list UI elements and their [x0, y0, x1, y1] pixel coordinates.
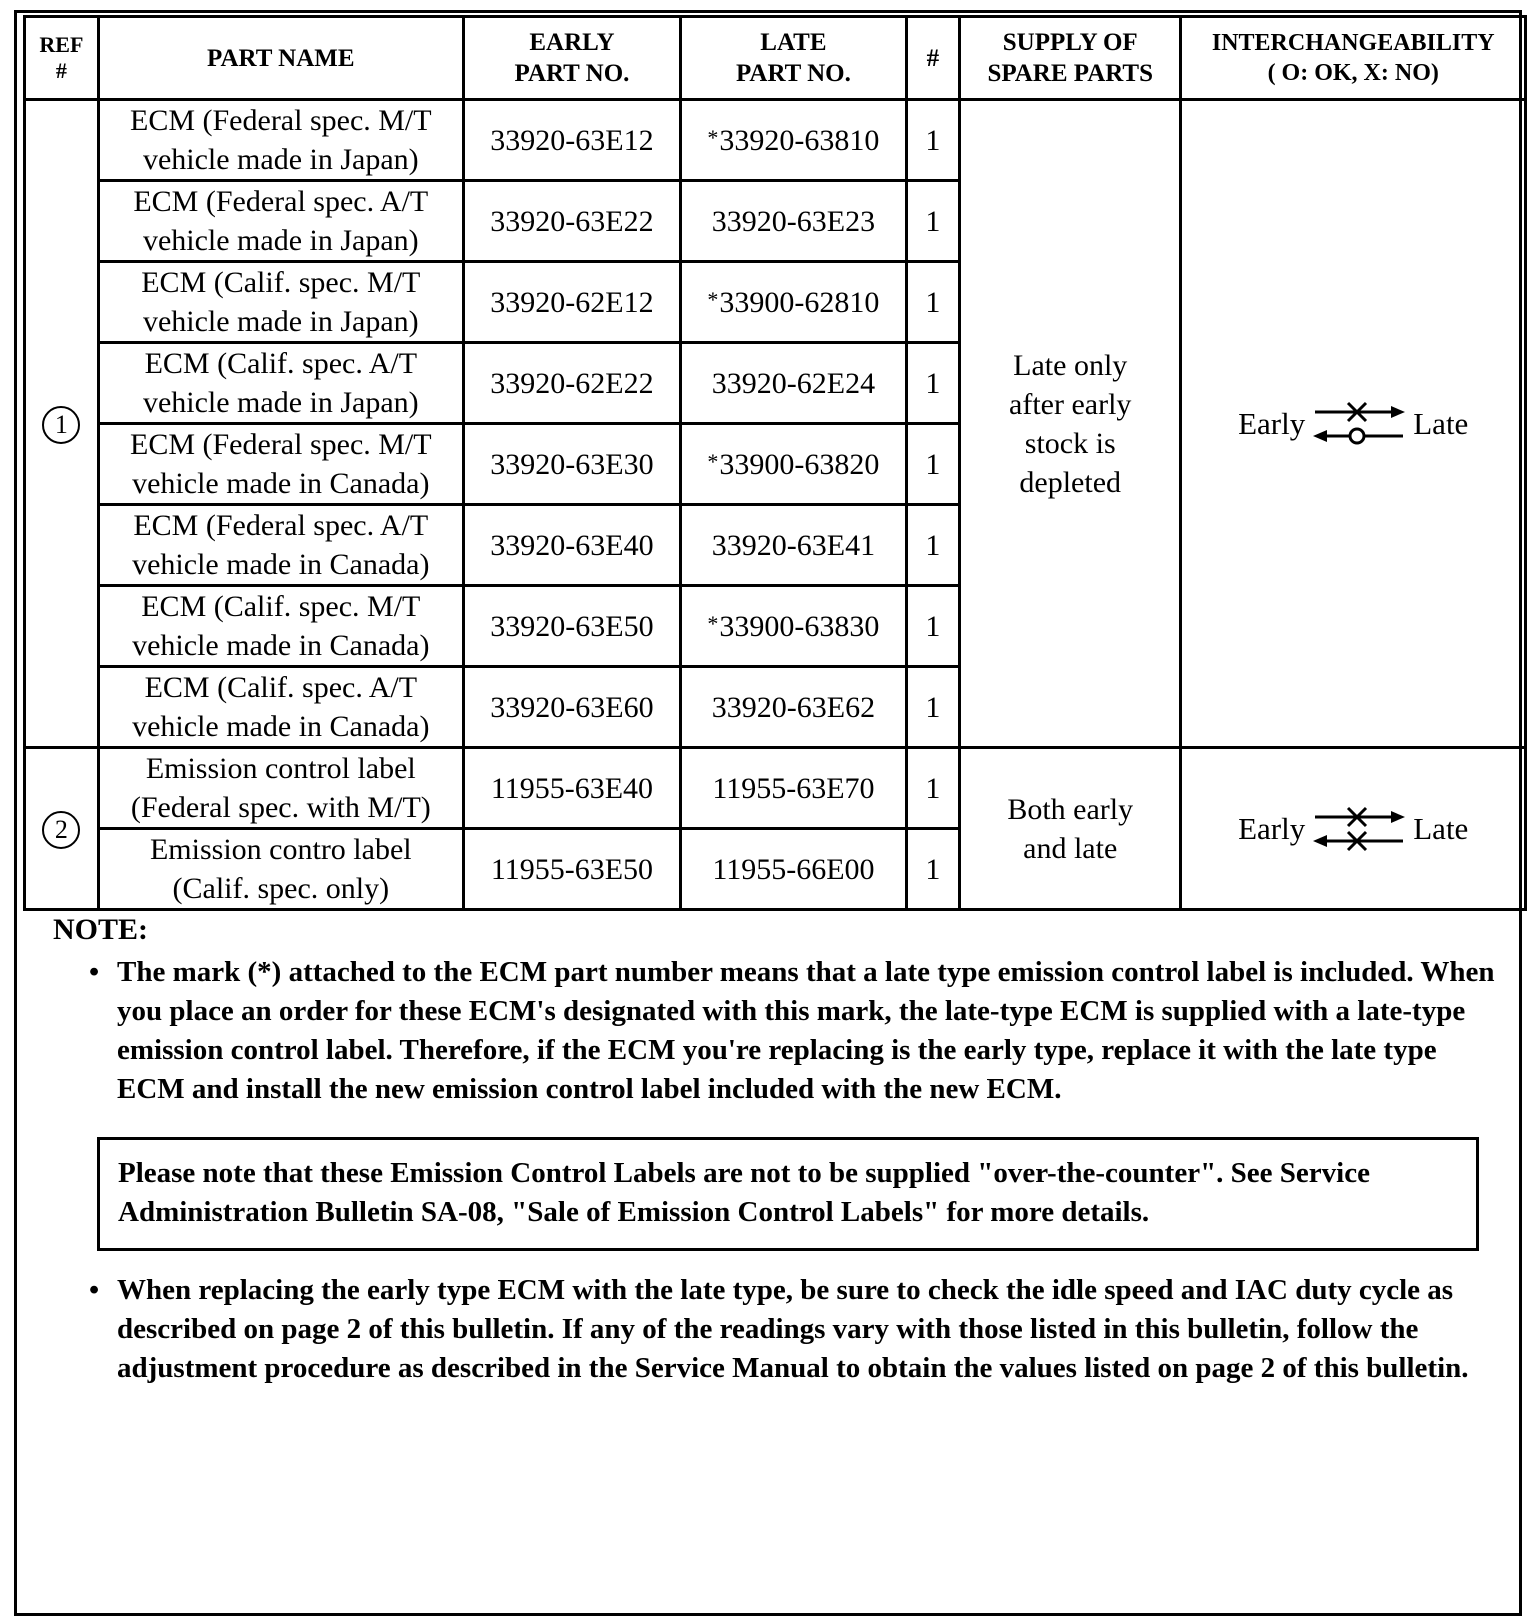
supply-line: Late only: [1013, 348, 1128, 382]
part-name-line: ECM (Calif. spec. A/T: [144, 671, 418, 704]
supply-cell: [960, 748, 1181, 910]
interchange-arrows-icon: [1311, 398, 1407, 450]
label-included-mark: *: [707, 448, 719, 474]
part-name-cell: [98, 667, 463, 748]
header-supply: SUPPLY OF SPARE PARTS: [960, 17, 1181, 100]
quantity-cell: 1: [906, 586, 959, 667]
note-bullet-1: [37, 953, 1507, 1109]
supply-line: after early: [1009, 387, 1132, 421]
quantity-cell: 1: [906, 424, 959, 505]
supply-line: stock is: [1024, 426, 1116, 460]
late-part-no-cell: [681, 829, 907, 910]
part-name-line: vehicle made in Canada): [132, 467, 430, 500]
late-part-no: 33920-63E23: [711, 204, 876, 238]
late-part-no: 33900-62810: [719, 285, 880, 319]
early-part-no-cell: 33920-63E12: [463, 100, 680, 181]
supply-line: and late: [1023, 831, 1118, 865]
late-part-no: 33900-63820: [719, 447, 880, 481]
header-late-part-no: LATE PART NO.: [681, 17, 907, 100]
early-part-no-cell: 11955-63E40: [463, 748, 680, 829]
part-name-cell: [98, 343, 463, 424]
part-name-cell: [98, 505, 463, 586]
note-bullet-2-text: When replacing the early type ECM with the late type, be sure to check the idle speed and IAC duty cycle as described on page 2 of this bulletin. If any of the readings vary with those listed in this bulletin, follow the adjustment procedure as described in the Service Manual to obtain the values listed on page 2 of this bulletin.: [117, 1274, 1469, 1384]
part-name-line: vehicle made in Canada): [132, 629, 430, 662]
part-name-line: (Federal spec. with M/T): [130, 791, 431, 824]
quantity-cell: 1: [906, 505, 959, 586]
late-part-no: 11955-63E70: [712, 771, 875, 805]
interchange-early-label: Early: [1238, 406, 1306, 441]
label-included-mark: *: [707, 124, 719, 150]
ref-cell: [25, 748, 99, 910]
supply-line: depleted: [1019, 465, 1122, 499]
part-name-line: ECM (Federal spec. M/T: [130, 104, 432, 137]
late-part-no: 33920-63E62: [711, 690, 876, 724]
interchange-arrows-icon: [1311, 803, 1407, 855]
late-part-no-cell: [681, 343, 907, 424]
label-included-mark: *: [707, 610, 719, 636]
interchange-early-label: Early: [1238, 811, 1306, 846]
interchangeability-cell: [1181, 100, 1526, 748]
quantity-cell: 1: [906, 181, 959, 262]
note-title: NOTE:: [53, 913, 149, 946]
quantity-cell: 1: [906, 667, 959, 748]
interchange-late-label: Late: [1413, 406, 1469, 441]
quantity-cell: 1: [906, 829, 959, 910]
late-part-no-cell: [681, 181, 907, 262]
part-name-line: (Calif. spec. only): [172, 872, 390, 905]
part-name-line: Emission control label: [145, 752, 416, 785]
late-part-no-cell: [681, 505, 907, 586]
over-the-counter-notice: Please note that these Emission Control Labels are not to be supplied "over-the-counter". See Service Administration Bulletin SA-08, "Sale of Emission Control Labels" for more details.: [97, 1137, 1479, 1251]
header-quantity: #: [906, 17, 959, 100]
late-part-no-cell: [681, 748, 907, 829]
part-name-line: vehicle made in Canada): [132, 548, 430, 581]
late-part-no-cell: [681, 100, 907, 181]
late-part-no: 33900-63830: [719, 609, 880, 643]
ref-number: 1: [42, 406, 80, 444]
late-part-no: 11955-66E00: [712, 852, 875, 886]
table-row: [25, 100, 1526, 181]
header-ref: REF #: [25, 17, 99, 100]
part-name-line: vehicle made in Japan): [142, 386, 419, 419]
part-name-cell: [98, 748, 463, 829]
early-part-no-cell: 33920-62E12: [463, 262, 680, 343]
part-name-cell: [98, 262, 463, 343]
late-part-no-cell: [681, 586, 907, 667]
early-part-no-cell: 33920-62E22: [463, 343, 680, 424]
interchange-late-label: Late: [1413, 811, 1469, 846]
late-part-no-cell: [681, 667, 907, 748]
note-bullet-2: [37, 1271, 1507, 1388]
quantity-cell: 1: [906, 343, 959, 424]
early-part-no-cell: 33920-63E60: [463, 667, 680, 748]
part-name-cell: [98, 829, 463, 910]
ref-number: 2: [42, 811, 80, 849]
part-name-line: vehicle made in Japan): [142, 305, 419, 338]
part-name-line: vehicle made in Japan): [142, 143, 419, 176]
notes-section: [37, 913, 1507, 1388]
early-part-no-cell: 33920-63E40: [463, 505, 680, 586]
late-part-no-cell: [681, 262, 907, 343]
early-part-no-cell: 33920-63E22: [463, 181, 680, 262]
interchange-diagram: [1182, 398, 1524, 450]
early-part-no-cell: 11955-63E50: [463, 829, 680, 910]
bulletin-page: [14, 10, 1522, 1616]
label-included-mark: *: [707, 286, 719, 312]
part-name-line: vehicle made in Canada): [132, 710, 430, 743]
header-part-name: PART NAME: [98, 17, 463, 100]
quantity-cell: 1: [906, 100, 959, 181]
part-name-line: vehicle made in Japan): [142, 224, 419, 257]
part-name-line: ECM (Federal spec. A/T: [133, 509, 429, 542]
part-name-cell: [98, 586, 463, 667]
note-bullet-1-text: The mark (*) attached to the ECM part number means that a late type emission control label is included. When you place an order for these ECM's designated with this mark, the late-type ECM is supplied with a late-type emission control label. Therefore, if the ECM you're replacing is the early type, replace it with the late type ECM and install the new emission control label included with the new ECM.: [117, 956, 1495, 1105]
part-name-cell: [98, 424, 463, 505]
late-part-no: 33920-62E24: [711, 366, 876, 400]
part-name-line: ECM (Calif. spec. M/T: [141, 266, 421, 299]
supply-cell: [960, 100, 1181, 748]
part-name-line: Emission contro label: [149, 833, 412, 866]
part-name-cell: [98, 100, 463, 181]
header-interchangeability: INTERCHANGEABILITY ( O: OK, X: NO): [1181, 17, 1526, 100]
late-part-no-cell: [681, 424, 907, 505]
late-part-no: 33920-63810: [719, 123, 880, 157]
table-row: [25, 748, 1526, 829]
early-part-no-cell: 33920-63E30: [463, 424, 680, 505]
interchange-diagram: [1182, 803, 1524, 855]
part-name-line: ECM (Calif. spec. A/T: [144, 347, 418, 380]
part-name-line: ECM (Federal spec. M/T: [130, 428, 432, 461]
quantity-cell: 1: [906, 748, 959, 829]
ref-cell: [25, 100, 99, 748]
interchangeability-cell: [1181, 748, 1526, 910]
supply-line: Both early: [1007, 792, 1134, 826]
part-name-cell: [98, 181, 463, 262]
bullet-dot: •: [89, 1274, 100, 1306]
late-part-no: 33920-63E41: [711, 528, 876, 562]
parts-table: [23, 15, 1527, 911]
header-early-part-no: EARLY PART NO.: [463, 17, 680, 100]
part-name-line: ECM (Calif. spec. M/T: [141, 590, 421, 623]
part-name-line: ECM (Federal spec. A/T: [133, 185, 429, 218]
bullet-dot: •: [89, 956, 100, 988]
early-part-no-cell: 33920-63E50: [463, 586, 680, 667]
table-header-row: [25, 17, 1526, 100]
quantity-cell: 1: [906, 262, 959, 343]
